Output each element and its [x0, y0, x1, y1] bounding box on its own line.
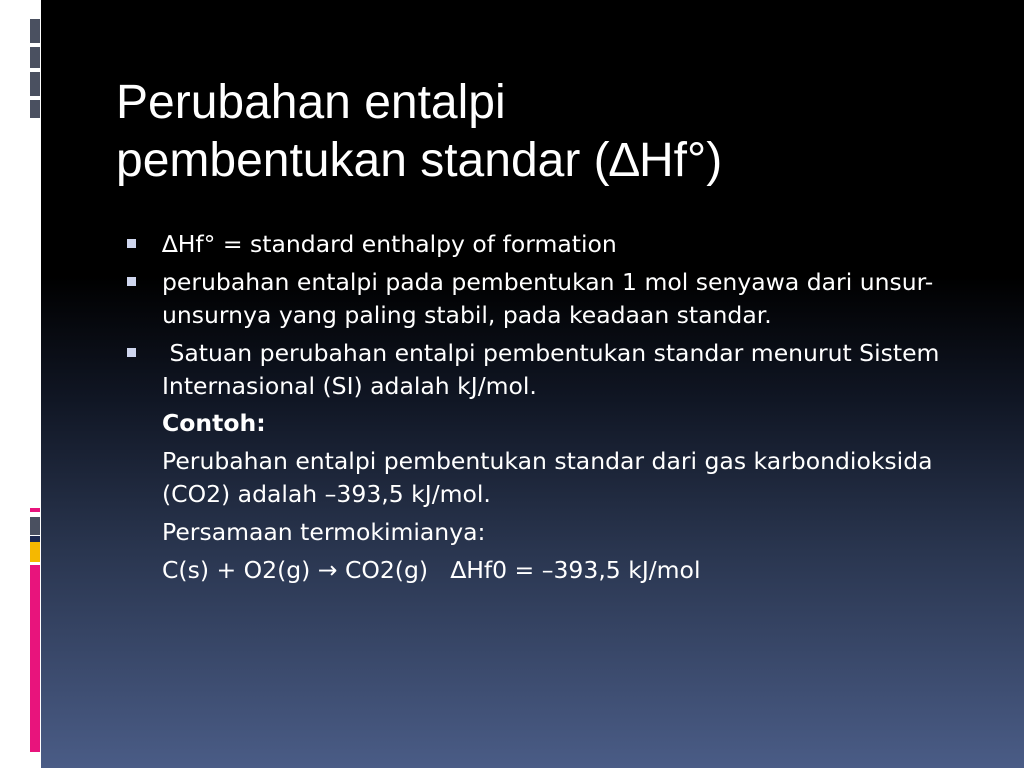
- bullet-text: Satuan perubahan entalpi pembentukan standar menurut Sistem Internasional (SI) adalah kJ/mol.: [162, 338, 947, 400]
- example-heading: Contoh:: [162, 409, 266, 438]
- bullet-square-icon: [127, 277, 136, 286]
- accent-gray-square: [30, 517, 40, 535]
- accent-yellow-bar: [30, 542, 40, 562]
- bullet-item: [121, 228, 981, 261]
- accent-gray-bar-4: [30, 100, 40, 118]
- accent-gray-bar-3: [30, 72, 40, 96]
- bullet-square-icon: [127, 348, 136, 357]
- accent-pink-bar-top: [30, 508, 40, 512]
- accent-pink-bar-long: [30, 565, 40, 752]
- bullet-text: perubahan entalpi pada pembentukan 1 mol senyawa dari unsur-unsurnya yang paling stabil, pada keadaan standar.: [162, 267, 934, 329]
- accent-gray-bar-2: [30, 47, 40, 68]
- bullet-item: [121, 266, 981, 332]
- bullet-item: [121, 337, 981, 403]
- slide-content: [121, 228, 981, 592]
- bullet-square-icon: [127, 239, 136, 248]
- equation: C(s) + O2(g) → CO2(g) ∆Hf0 = –393,5 kJ/mol: [162, 556, 701, 585]
- equation-label: Persamaan termokimianya:: [162, 518, 486, 547]
- bullet-text: ∆Hf° = standard enthalpy of formation: [162, 230, 617, 258]
- title-line-2: pembentukan standar (∆Hf°): [116, 133, 723, 187]
- example-text: Perubahan entalpi pembentukan standar dari gas karbondioksida (CO2) adalah –393,5 kJ/mol.: [162, 447, 933, 509]
- title-line-1: Perubahan entalpi: [116, 76, 506, 129]
- slide-title: [116, 74, 996, 189]
- accent-gray-bar-1: [30, 19, 40, 43]
